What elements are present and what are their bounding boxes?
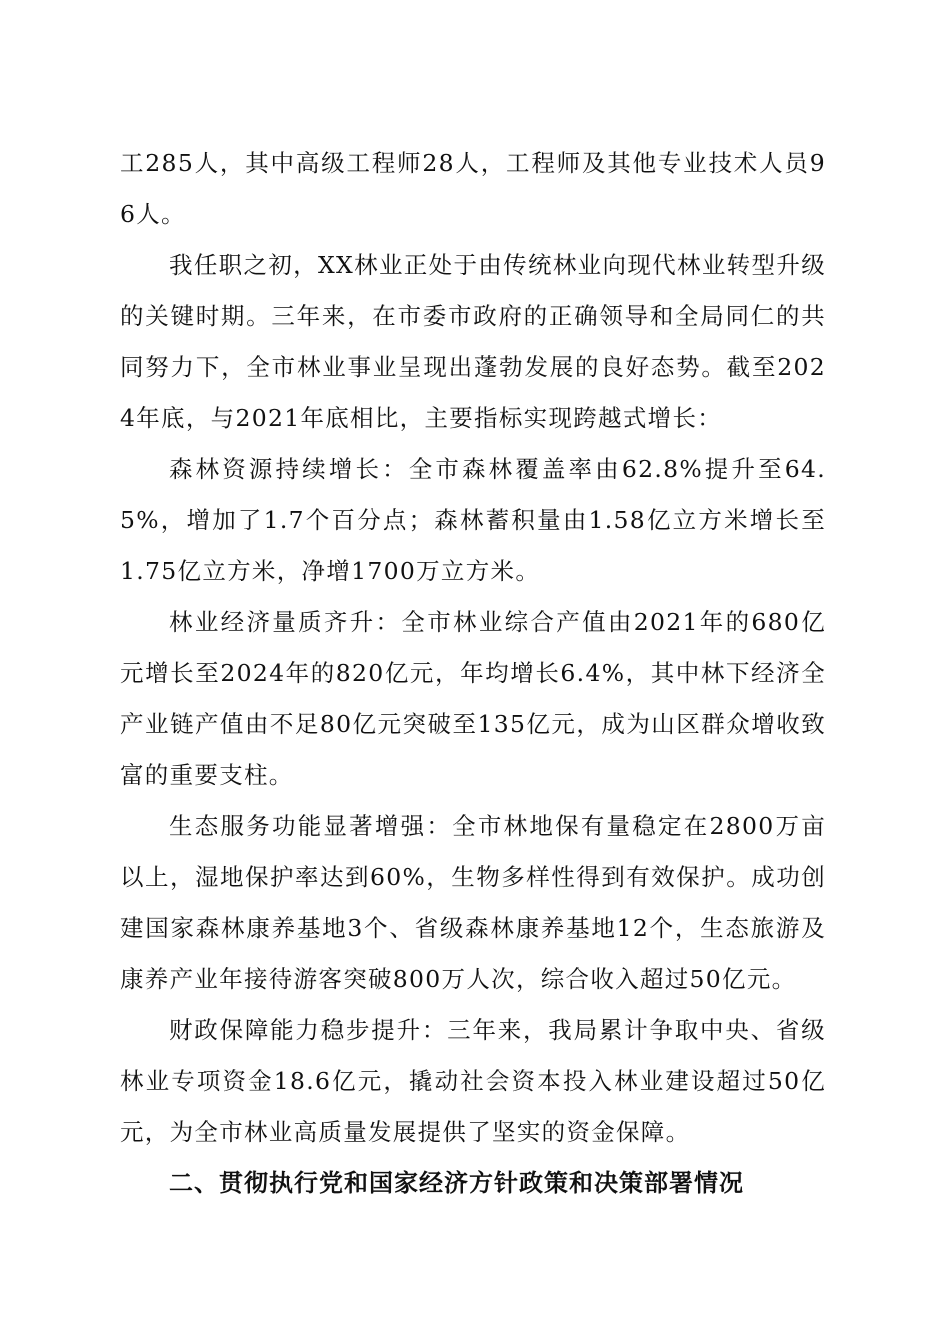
paragraph-tenure-overview: 我任职之初，XX林业正处于由传统林业向现代林业转型升级的关键时期。三年来，在市委市政府的正确领导和全局同仁的共同努力下，全市林业事业呈现出蓬勃发展的良好态势。截至2024年底，与2021年底相比，主要指标实现跨越式增长： bbox=[120, 251, 826, 432]
paragraph-ecological-services: 生态服务功能显著增强：全市林地保有量稳定在2800万亩以上，湿地保护率达到60%，生物多样性得到有效保护。成功创建国家森林康养基地3个、省级森林康养基地12个，生态旅游及康养产业年接待游客突破800万人次，综合收入超过50亿元。 bbox=[120, 812, 826, 993]
section-heading: 二、贯彻执行党和国家经济方针政策和决策部署情况 bbox=[169, 1169, 744, 1197]
paragraph-fiscal-support: 财政保障能力稳步提升：三年来，我局累计争取中央、省级林业专项资金18.6亿元，撬动社会资本投入林业建设超过50亿元，为全市林业高质量发展提供了坚实的资金保障。 bbox=[120, 1016, 826, 1146]
paragraph-forest-resources: 森林资源持续增长：全市森林覆盖率由62.8%提升至64.5%，增加了1.7个百分点；森林蓄积量由1.58亿立方米增长至1.75亿立方米，净增1700万立方米。 bbox=[120, 455, 826, 585]
document-body bbox=[120, 138, 826, 1209]
paragraph-staff-continuation: 工285人，其中高级工程师28人，工程师及其他专业技术人员96人。 bbox=[120, 149, 826, 228]
paragraph-forestry-economy: 林业经济量质齐升：全市林业综合产值由2021年的680亿元增长至2024年的820亿元，年均增长6.4%，其中林下经济全产业链产值由不足80亿元突破至135亿元，成为山区群众增收致富的重要支柱。 bbox=[120, 608, 826, 789]
